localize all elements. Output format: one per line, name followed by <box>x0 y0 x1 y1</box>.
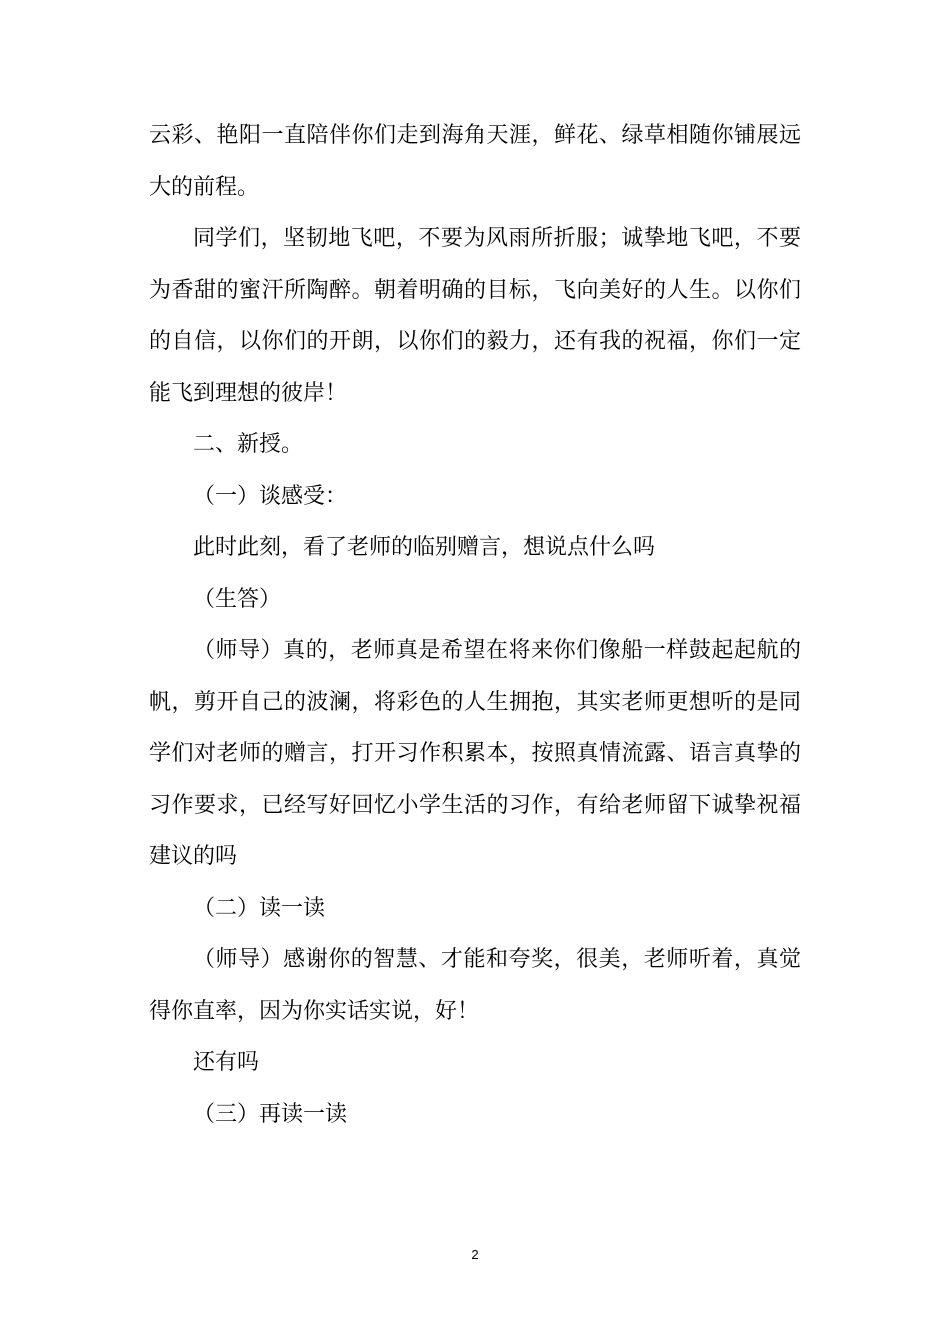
subsection-heading: （三）再读一读 <box>193 1101 348 1127</box>
paragraph: 同学们，坚韧地飞吧，不要为风雨所折服；诚挚地飞吧，不要为香甜的蜜汗所陶醉。朝着明确的目标，飞向美好的人生。以你们的自信，以你们的开朗，以你们的毅力，还有我的祝福，你们一定能飞到理想的彼岸！ <box>149 226 801 406</box>
paragraph: 此时此刻，看了老师的临别赠言，想说点什么吗 <box>193 535 656 560</box>
paragraph: （师导）感谢你的智慧、才能和夸奖，很美，老师听着，真觉得你直率，因为你实话实说，好！ <box>149 947 801 1024</box>
subsection-heading: （二）读一读 <box>193 895 326 921</box>
paragraph: 还有吗 <box>193 1050 260 1075</box>
paragraph: （师导）真的，老师真是希望在将来你们像船一样鼓起起航的帆，剪开自己的波澜，将彩色的人生拥抱，其实老师更想听的是同学们对老师的赠言，打开习作积累本，按照真情流露、语言真挚的习作要求，已经写好回忆小学生活的习作，有给老师留下诚挚祝福建议的吗 <box>149 638 801 869</box>
page-number: 2 <box>471 1247 479 1262</box>
paragraph: （生答） <box>193 586 282 612</box>
subsection-heading: （一）谈感受： <box>193 483 348 509</box>
paragraph: 云彩、艳阳一直陪伴你们走到海角天涯，鲜花、绿草相随你铺展远大的前程。 <box>149 123 801 200</box>
section-heading: 二、新授。 <box>193 432 304 457</box>
document-body <box>149 110 801 1140</box>
